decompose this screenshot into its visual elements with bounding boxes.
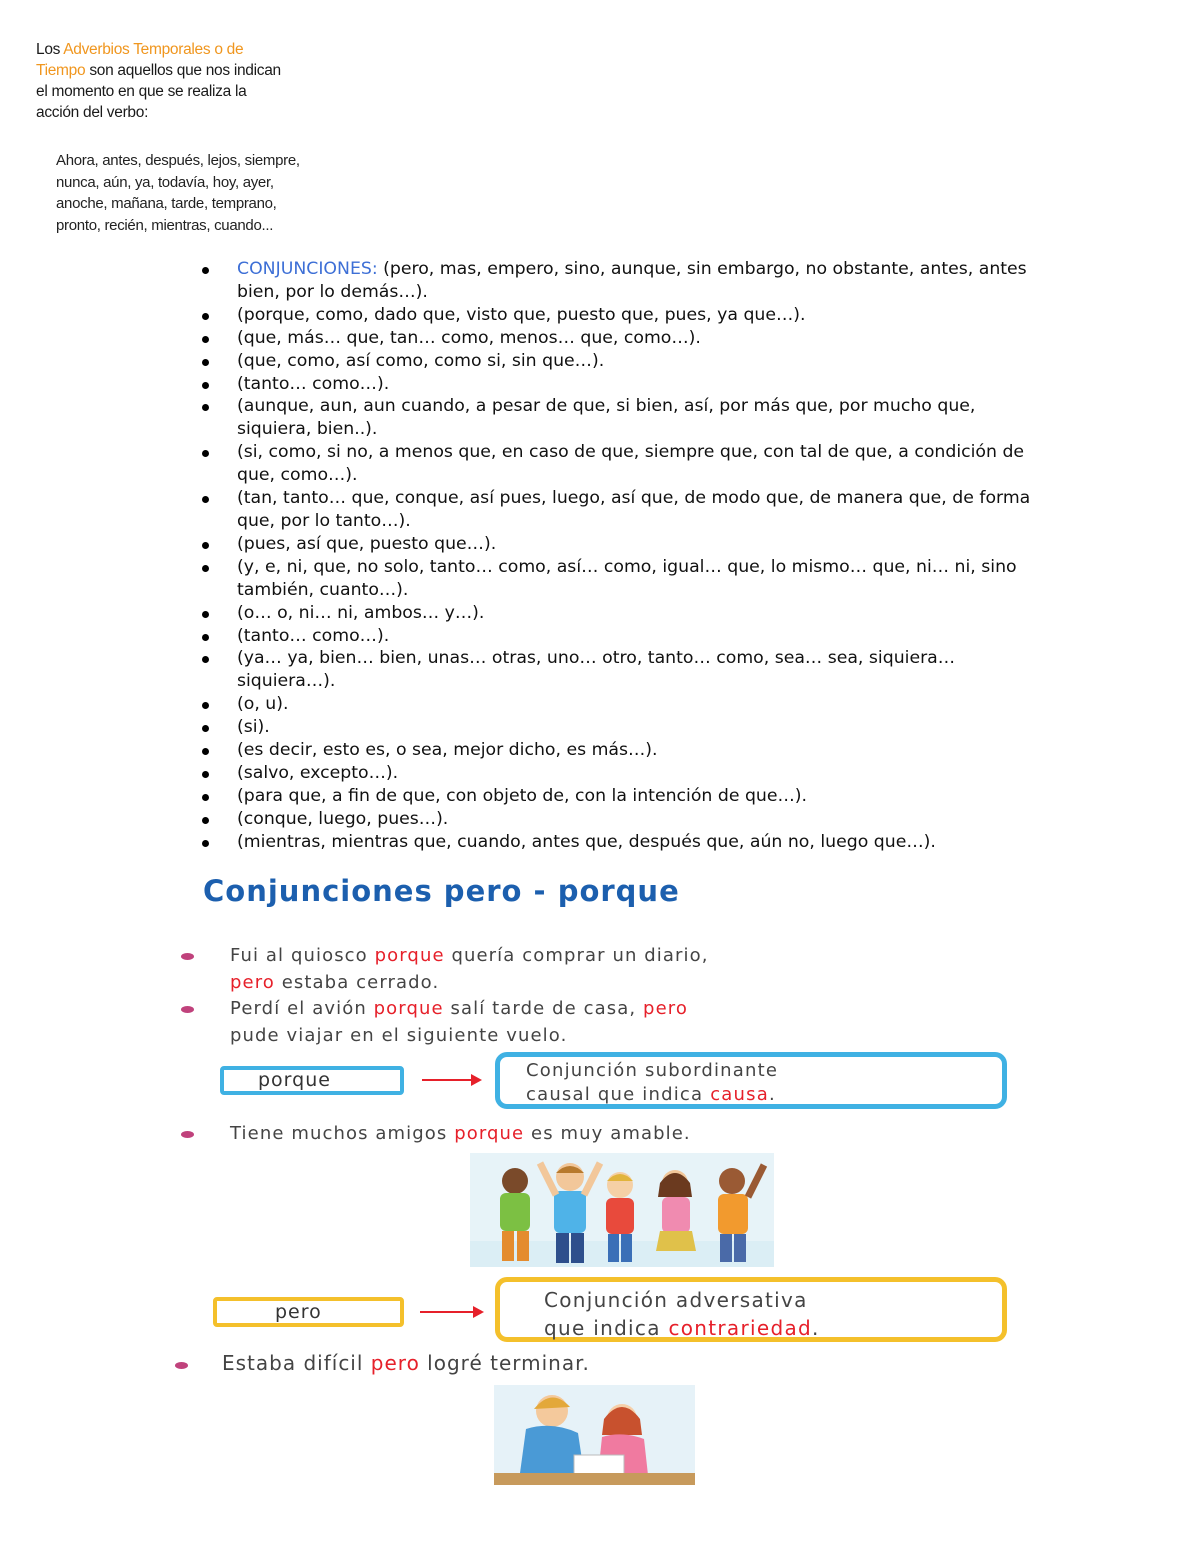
ex-text: Estaba difícil xyxy=(222,1351,371,1375)
list-item: (porque, como, dado que, visto que, puesto que, pues, ya que…). xyxy=(196,304,1036,327)
list-item: (tanto… como…). xyxy=(196,373,1036,396)
conjunction-list xyxy=(196,258,1036,854)
list-item: (tan, tanto… que, conque, así pues, luego, así que, de modo que, de manera que, de forma que, por lo tanto…). xyxy=(196,487,1036,533)
intro-line-3: el momento en que se realiza la xyxy=(36,83,247,100)
bullet-dot xyxy=(181,953,194,960)
intro-highlight-2: Tiempo xyxy=(36,62,86,79)
ex-text: Fui al quiosco xyxy=(230,945,375,966)
list-item: (que, más… que, tan… como, menos… que, como…). xyxy=(196,327,1036,350)
list-item: (pues, así que, puesto que…). xyxy=(196,533,1036,556)
list-item xyxy=(196,258,1036,304)
porque-definition-box xyxy=(495,1052,1007,1109)
porque-tag: porque xyxy=(220,1066,404,1095)
kids-group-icon xyxy=(470,1153,774,1267)
bullet-dot xyxy=(181,1006,194,1013)
arrow-icon xyxy=(420,1311,482,1313)
list-item: (tanto… como…). xyxy=(196,625,1036,648)
kids-group-illustration xyxy=(470,1153,774,1267)
list-item: (si, como, si no, a menos que, en caso de que, siempre que, con tal de que, a condición de que, como…). xyxy=(196,441,1036,487)
ex-text: Tiene muchos amigos xyxy=(230,1123,455,1144)
pero-definition-box xyxy=(495,1277,1007,1342)
def-line: causal que indica xyxy=(526,1084,711,1105)
keyword-pero: pero xyxy=(643,998,688,1019)
bullet-dot xyxy=(181,1131,194,1138)
keyword-pero: pero xyxy=(370,1351,420,1375)
ex-text: es muy amable. xyxy=(524,1123,691,1144)
list-item: (aunque, aun, aun cuando, a pesar de que, si bien, así, por más que, por mucho que, siquiera, bien..). xyxy=(196,395,1036,441)
list-item: (que, como, así como, como si, sin que…). xyxy=(196,350,1036,373)
lesson-title: Conjunciones pero - porque xyxy=(203,874,680,908)
intro-prefix: Los xyxy=(36,41,64,58)
kids-writing-illustration xyxy=(494,1385,695,1485)
ex-text: salí tarde de casa, xyxy=(443,998,644,1019)
ex-text: logré terminar. xyxy=(419,1351,590,1375)
def-end: . xyxy=(812,1316,820,1340)
example-4 xyxy=(222,1350,590,1377)
ex-text: quería comprar un diario, xyxy=(444,945,709,966)
list-item: (es decir, esto es, o sea, mejor dicho, es más…). xyxy=(196,739,1036,762)
keyword-porque: porque xyxy=(454,1123,525,1144)
list-item: (mientras, mientras que, cuando, antes que, después que, aún no, luego que…). xyxy=(196,831,1036,854)
keyword-pero: pero xyxy=(230,972,275,993)
kids-writing-icon xyxy=(494,1385,695,1485)
example-3 xyxy=(230,1120,691,1147)
adverb-line: pronto, recién, mientras, cuando... xyxy=(56,216,274,234)
adverb-list xyxy=(56,150,346,236)
bullet-dot xyxy=(175,1362,188,1369)
example-1 xyxy=(230,942,709,996)
pero-tag: pero xyxy=(213,1297,404,1327)
adverb-line: Ahora, antes, después, lejos, siempre, xyxy=(56,152,300,169)
example-2 xyxy=(230,995,688,1049)
def-line: Conjunción adversativa xyxy=(544,1288,808,1312)
list-item: (o, u). xyxy=(196,693,1036,716)
def-end: . xyxy=(768,1084,776,1105)
intro-paragraph xyxy=(36,39,326,123)
list-item: (salvo, excepto…). xyxy=(196,762,1036,785)
list-item: (y, e, ni, que, no solo, tanto… como, así… como, igual… que, lo mismo… que, ni… ni, sino también, cuanto…). xyxy=(196,556,1036,602)
list-item: (o… o, ni… ni, ambos… y…). xyxy=(196,602,1036,625)
def-line: Conjunción subordinante xyxy=(526,1060,779,1081)
list-item: (conque, luego, pues…). xyxy=(196,808,1036,831)
intro-line-2: son aquellos que nos indican xyxy=(85,62,281,79)
conjunctions-label: CONJUNCIONES: xyxy=(237,259,378,279)
keyword-causa: causa xyxy=(710,1084,769,1105)
intro-highlight-1: Adverbios Temporales o de xyxy=(63,41,244,58)
intro-line-4: acción del verbo: xyxy=(36,104,149,121)
list-item-text: (pero, mas, empero, sino, aunque, sin embargo, no obstante, antes, antes bien, por lo demás…). xyxy=(237,259,1027,302)
arrow-icon xyxy=(422,1079,480,1081)
list-item: (si). xyxy=(196,716,1036,739)
keyword-contrariedad: contrariedad xyxy=(668,1316,812,1340)
list-item: (ya… ya, bien… bien, unas… otras, uno… otro, tanto… como, sea… sea, siquiera… siquiera…). xyxy=(196,647,1036,693)
keyword-porque: porque xyxy=(374,945,445,966)
adverb-line: anoche, mañana, tarde, temprano, xyxy=(56,195,277,212)
def-line: que indica xyxy=(544,1316,669,1340)
adverb-line: nunca, aún, ya, todavía, hoy, ayer, xyxy=(56,173,274,191)
ex-text: estaba cerrado. xyxy=(274,972,440,993)
keyword-porque: porque xyxy=(373,998,444,1019)
list-item: (para que, a fin de que, con objeto de, con la intención de que…). xyxy=(196,785,1036,808)
ex-text: pude viajar en el siguiente vuelo. xyxy=(230,1025,568,1046)
ex-text: Perdí el avión xyxy=(230,998,374,1019)
